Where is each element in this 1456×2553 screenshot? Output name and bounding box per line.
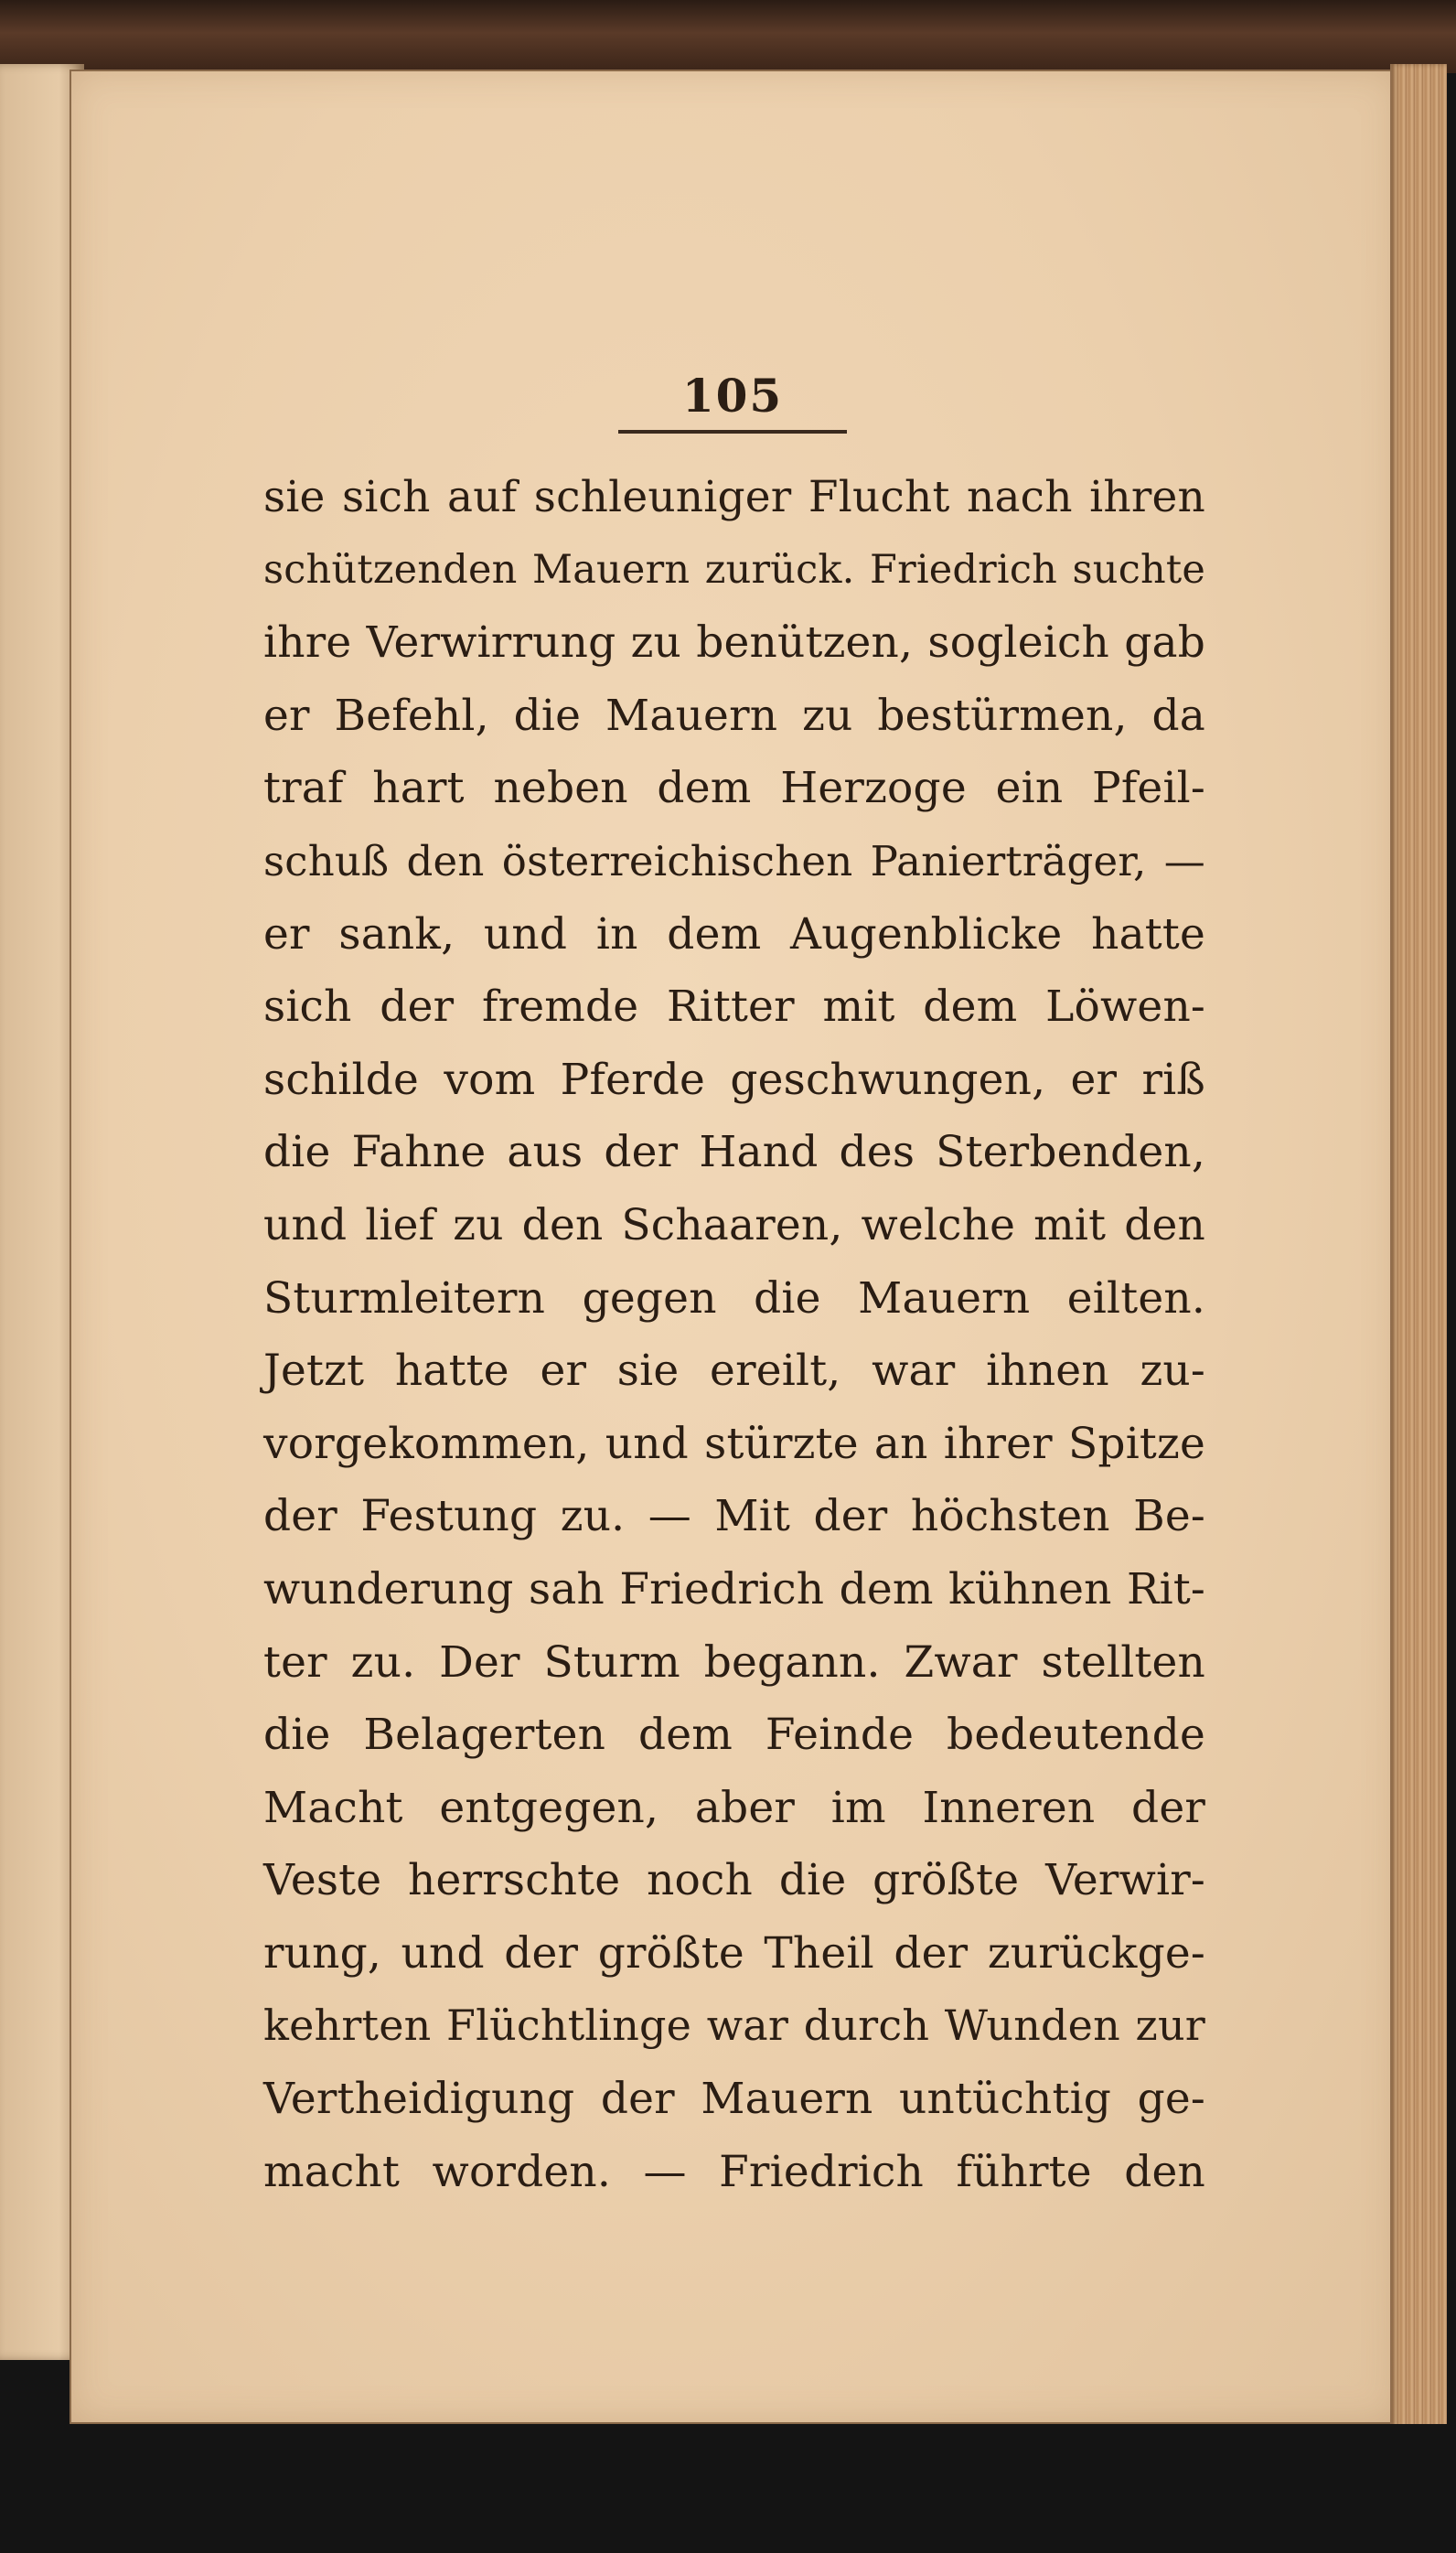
- text-line: Veste herrschte noch die größte Verwir-: [263, 1855, 1205, 1906]
- text-line: und lief zu den Schaaren, welche mit den: [263, 1199, 1205, 1250]
- text-line: der Festung zu. — Mit der höchsten Be-: [263, 1491, 1205, 1542]
- text-line: ter zu. Der Sturm begann. Zwar stellten: [263, 1636, 1205, 1688]
- text-line: kehrten Flüchtlinge war durch Wunden zur: [263, 2001, 1205, 2051]
- text-line: macht worden. — Friedrich führte den: [263, 2146, 1205, 2197]
- text-line: ihre Verwirrung zu benützen, sogleich gab: [263, 617, 1205, 669]
- text-line: sie sich auf schleuniger Flucht nach ihren: [263, 472, 1205, 522]
- text-line: rung, und der größte Theil der zurückge-: [263, 1927, 1205, 1979]
- text-line: vorgekommen, und stürzte an ihrer Spitze: [263, 1418, 1205, 1469]
- text-line: die Belagerten dem Feinde bedeutende: [263, 1710, 1205, 1761]
- text-line: traf hart neben dem Herzoge ein Pfeil-: [263, 763, 1205, 814]
- text-line: Macht entgegen, aber im Inneren der: [263, 1782, 1205, 1833]
- text-line: er sank, und in dem Augenblicke hatte: [263, 908, 1205, 960]
- text-line: wunderung sah Friedrich dem kühnen Rit-: [263, 1563, 1205, 1614]
- background-bottom: [0, 2424, 1456, 2553]
- book-cover-top: [0, 0, 1456, 73]
- text-line: er Befehl, die Mauern zu bestürmen, da: [263, 690, 1205, 741]
- text-line: Sturmleitern gegen die Mauern eilten.: [263, 1272, 1205, 1324]
- page-header: [618, 366, 847, 434]
- text-line: schützenden Mauern zurück. Friedrich suchte: [263, 546, 1205, 593]
- text-line: die Fahne aus der Hand des Sterbenden,: [263, 1127, 1205, 1178]
- page-number: 105: [681, 369, 784, 423]
- header-rule: [618, 430, 847, 434]
- text-line: sich der fremde Ritter mit dem Löwen-: [263, 982, 1205, 1033]
- text-line: schilde vom Pferde geschwungen, er riß: [263, 1054, 1205, 1105]
- text-line: schuß den österreichischen Panierträger, —: [263, 836, 1205, 885]
- text-line: Jetzt hatte er sie ereilt, war ihnen zu-: [263, 1346, 1205, 1397]
- text-line: Vertheidigung der Mauern untüchtig ge-: [263, 2074, 1205, 2125]
- page-stack-edge: [1390, 64, 1447, 2493]
- body-text: [263, 461, 1205, 2208]
